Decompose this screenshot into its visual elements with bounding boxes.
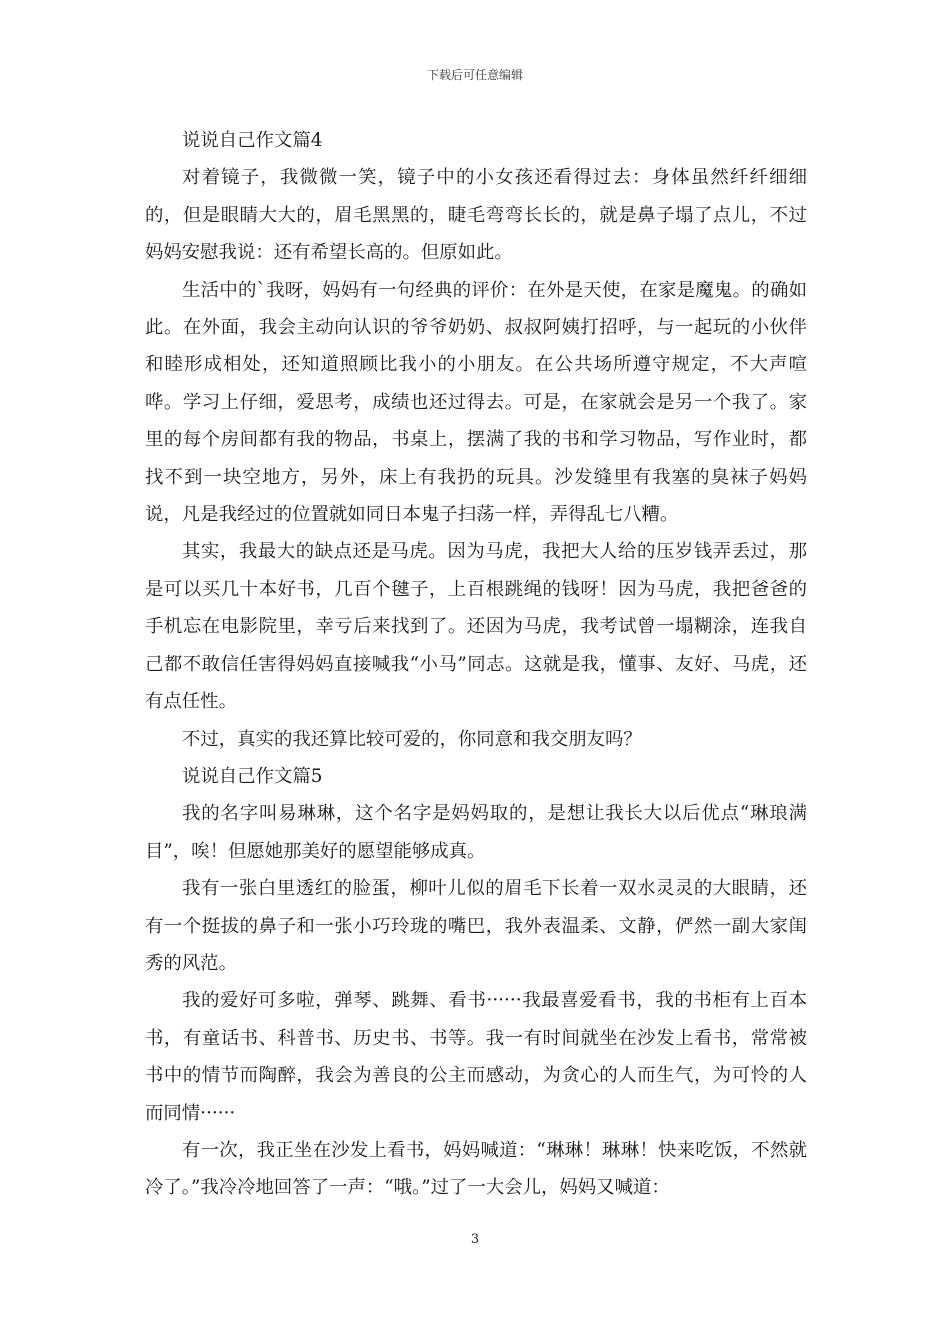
paragraph: 对着镜子，我微微一笑，镜子中的小女孩还看得过去：身体虽然纤纤细细的，但是眼睛大大的，眉毛黑黑的，睫毛弯弯长长的，就是鼻子塌了点儿，不过妈妈安慰我说：还有希望长高的。但原如此。 — [145, 167, 807, 264]
paragraph: 不过，真实的我还算比较可爱的，你同意和我交朋友吗？ — [182, 728, 642, 750]
page-header: 下载后可任意编辑 — [426, 68, 523, 82]
paragraph: 有一次，我正坐在沙发上看书，妈妈喊道：“琳琳！琳琳！快来吃饭，不然就冷了。”我冷冷地回答了一声：“哦。”过了一大会儿，妈妈又喊道： — [145, 1139, 807, 1199]
paragraph: 我有一张白里透红的脸蛋，柳叶儿似的眉毛下长着一双水灵灵的大眼睛，还有一个挺拔的鼻子和一张小巧玲珑的嘴巴，我外表温柔、文静，俨然一副大家闺秀的风范。 — [145, 878, 807, 974]
section-heading: 说说自己作文篇4 — [182, 130, 323, 151]
paragraph: 其实，我最大的缺点还是马虎。因为马虎，我把大人给的压岁钱弄丢过，那是可以买几十本好书，几百个毽子，上百根跳绳的钱呀！因为马虎，我把爸爸的手机忘在电影院里，幸亏后来找到了。还因为马虎，我考试曾一塌糊涂，连我自己都不敢信任害得妈妈直接喊我“小马”同志。这就是我，懂事、友好、马虎，还有点任性。 — [145, 541, 807, 713]
page-number: 3 — [470, 1232, 480, 1247]
paragraph: 生活中的`我呀，妈妈有一句经典的评价：在外是天使，在家是魔鬼。的确如此。在外面，我会主动向认识的爷爷奶奶、叔叔阿姨打招呼，与一起玩的小伙伴和睦形成相处，还知道照顾比我小的小朋友。在公共场所遵守规定，不大声喧哗。学习上仔细，爱思考，成绩也还过得去。可是，在家就会是另一个我了。家里的每个房间都有我的物品，书桌上，摆满了我的书和学习物品，写作业时，都找不到一块空地方，另外，床上有我扔的玩具。沙发缝里有我塞的臭袜子妈妈说，凡是我经过的位置就如同日本鬼子扫荡一样，弄得乱七八糟。 — [145, 279, 807, 526]
document-body — [145, 122, 807, 1207]
paragraph: 我的名字叫易琳琳，这个名字是妈妈取的，是想让我长大以后优点“琳琅满目”，唉！但愿她那美好的愿望能够成真。 — [145, 803, 807, 862]
paragraph: 我的爱好可多啦，弹琴、跳舞、看书······我最喜爱看书，我的书柜有上百本书，有童话书、科普书、历史书、书等。我一有时间就坐在沙发上看书，常常被书中的情节而陶醉，我会为善良的公主而感动，为贪心的人而生气，为可怜的人而同情······ — [145, 990, 807, 1124]
section-heading: 说说自己作文篇5 — [182, 765, 323, 787]
